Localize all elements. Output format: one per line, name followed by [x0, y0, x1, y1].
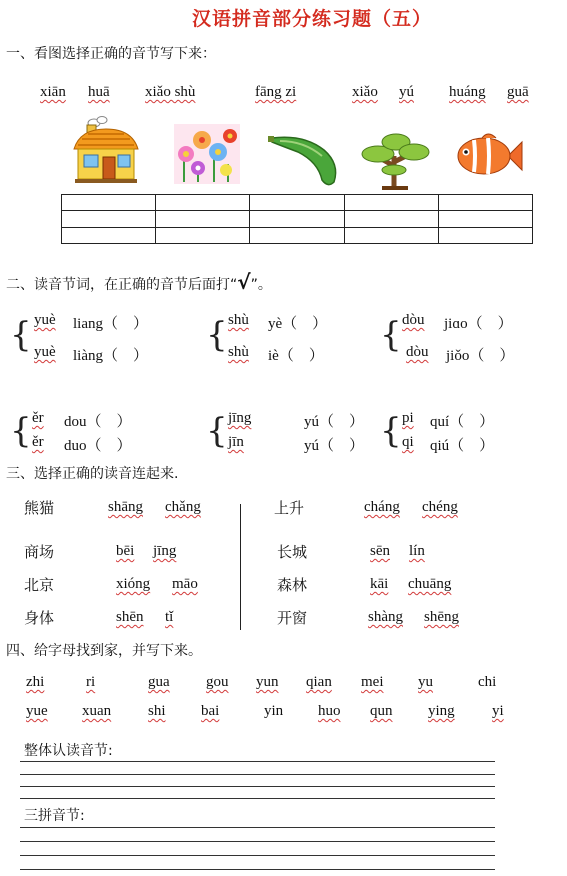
syllable: yu [418, 674, 433, 690]
syllable[interactable]: jīng [153, 543, 177, 559]
option-with-blank[interactable]: quí（ ） [430, 414, 495, 430]
answer-cell[interactable] [62, 227, 156, 243]
section-4-heading: 四、给字母找到家，并写下来。 [6, 643, 202, 659]
syllable: yi [492, 703, 504, 719]
syllable: gou [206, 674, 229, 690]
option-with-blank[interactable]: duo（ ） [64, 438, 132, 454]
writing-line[interactable] [20, 798, 495, 799]
syllable: fāng zi [255, 84, 297, 100]
answer-cell[interactable] [62, 211, 156, 227]
answer-cell[interactable] [62, 195, 156, 211]
writing-line[interactable] [20, 841, 495, 842]
syllable[interactable]: kāi [370, 576, 389, 592]
brace-icon: { [206, 411, 228, 451]
answer-cell[interactable] [344, 195, 438, 211]
answer-table [61, 194, 533, 244]
section-2-text: 二、读音节词，在正确的音节后面打“ [6, 277, 238, 293]
chinese-word[interactable]: 长城 [277, 543, 308, 561]
flowers-image [174, 124, 240, 184]
syllable: yú [399, 84, 414, 100]
answer-cell[interactable] [344, 211, 438, 227]
syllable: huáng [449, 84, 486, 100]
syllable: bai [201, 703, 220, 719]
answer-cell[interactable] [250, 195, 344, 211]
syllable: huā [88, 84, 110, 100]
syllable: shi [148, 703, 166, 719]
syllable: qian [306, 674, 332, 690]
option-with-blank[interactable]: jiǒo（ ） [446, 348, 515, 364]
syllable: jīn [228, 434, 244, 450]
syllable: qun [370, 703, 393, 719]
syllable: shù [228, 312, 249, 328]
option-with-blank[interactable]: yè（ ） [268, 316, 328, 332]
whole-syllable-label: 整体认读音节: [24, 743, 113, 759]
answer-cell[interactable] [250, 211, 344, 227]
syllable: gua [148, 674, 170, 690]
syllable: zhi [26, 674, 45, 690]
syllable: jīng [228, 410, 252, 426]
syllable: ri [86, 674, 96, 690]
syllable: huo [318, 703, 341, 719]
section-2-end: ”。 [250, 277, 272, 293]
chinese-word[interactable]: 熊猫 [24, 499, 55, 517]
syllable[interactable]: xióng [116, 576, 151, 592]
brace-icon: { [206, 315, 228, 355]
syllable: yue [26, 703, 48, 719]
syllable: dòu [402, 312, 425, 328]
answer-cell[interactable] [250, 227, 344, 243]
syllable[interactable]: cháng [364, 499, 400, 515]
answer-cell[interactable] [438, 195, 532, 211]
syllable[interactable]: chéng [422, 499, 458, 515]
writing-line[interactable] [20, 827, 495, 828]
check-mark-icon: √ [237, 270, 251, 294]
syllable[interactable]: shāng [108, 499, 143, 515]
syllable[interactable]: chuāng [408, 576, 452, 592]
house-image [70, 115, 142, 187]
writing-line[interactable] [20, 761, 495, 762]
syllable[interactable]: sēn [370, 543, 390, 559]
option-with-blank[interactable]: liang（ ） [73, 316, 148, 332]
cucumber-image [268, 128, 344, 188]
option-with-blank[interactable]: yú（ ） [304, 438, 365, 454]
option-with-blank[interactable]: qiú（ ） [430, 438, 495, 454]
syllable: ying [428, 703, 455, 719]
section-2-heading [6, 270, 272, 294]
syllable[interactable]: lín [409, 543, 425, 559]
section-1-heading: 一、看图选择正确的音节写下来： [6, 46, 216, 62]
syllable[interactable]: shēng [424, 609, 459, 625]
syllable: xuan [82, 703, 112, 719]
syllable[interactable]: māo [172, 576, 198, 592]
syllable[interactable]: tǐ [165, 609, 174, 625]
syllable: dòu [406, 344, 429, 360]
chinese-word[interactable]: 身体 [24, 609, 55, 627]
writing-line[interactable] [20, 869, 495, 870]
divider [240, 504, 241, 630]
fish-image [452, 128, 524, 184]
answer-cell[interactable] [438, 227, 532, 243]
syllable[interactable]: shēn [116, 609, 144, 625]
syllable: yuè [34, 344, 56, 360]
syllable: shù [228, 344, 249, 360]
option-with-blank[interactable]: jiɑo（ ） [444, 316, 513, 332]
syllable[interactable]: bēi [116, 543, 135, 559]
option-with-blank[interactable]: liàng（ ） [73, 348, 148, 364]
chinese-word[interactable]: 北京 [24, 576, 55, 594]
syllable: xiǎo [352, 84, 378, 100]
syllable: pi [402, 410, 414, 426]
page-title: 汉语拼音部分练习题（五） [192, 8, 433, 30]
brace-icon: { [380, 315, 402, 355]
syllable[interactable]: shàng [368, 609, 403, 625]
answer-cell[interactable] [156, 195, 250, 211]
tree-image [360, 130, 432, 190]
three-part-syllable-label: 三拼音节: [24, 808, 85, 824]
option-with-blank[interactable]: dou（ ） [64, 414, 132, 430]
syllable: mei [361, 674, 384, 690]
brace-icon: { [10, 315, 32, 355]
writing-line[interactable] [20, 855, 495, 856]
writing-line[interactable] [20, 774, 495, 775]
section-3-heading: 三、选择正确的读音连起来. [6, 466, 179, 482]
chinese-word[interactable]: 上升 [274, 499, 305, 517]
answer-cell[interactable] [438, 211, 532, 227]
answer-cell[interactable] [344, 227, 438, 243]
option-with-blank[interactable]: yú（ ） [304, 414, 365, 430]
syllable: chi [478, 674, 497, 690]
syllable: yuè [34, 312, 56, 328]
brace-icon: { [10, 411, 32, 451]
option-with-blank[interactable]: iè（ ） [268, 348, 324, 364]
syllable: yun [256, 674, 279, 690]
brace-icon: { [380, 411, 402, 451]
answer-cell[interactable] [156, 211, 250, 227]
syllable: xiǎo shù [145, 84, 196, 100]
syllable: qi [402, 434, 414, 450]
chinese-word[interactable]: 森林 [277, 576, 308, 594]
syllable: ěr [32, 434, 44, 450]
syllable: guā [507, 84, 529, 100]
syllable[interactable]: chǎng [165, 499, 201, 515]
answer-cell[interactable] [156, 227, 250, 243]
syllable: ěr [32, 410, 44, 426]
syllable: xiān [40, 84, 66, 100]
chinese-word[interactable]: 商场 [24, 543, 55, 561]
writing-line[interactable] [20, 786, 495, 787]
syllable: yin [264, 703, 284, 719]
chinese-word[interactable]: 开窗 [277, 609, 308, 627]
